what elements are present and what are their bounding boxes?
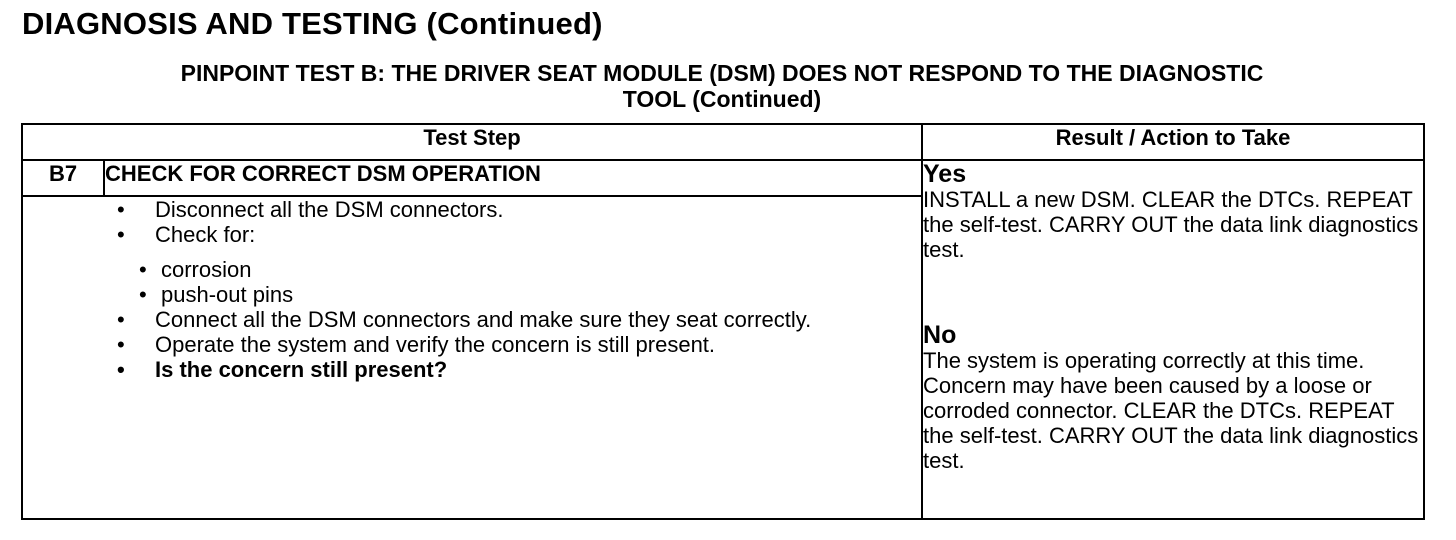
spacer [923, 262, 1423, 322]
yes-action-text: INSTALL a new DSM. CLEAR the DTCs. REPEAT the self-test. CARRY OUT the data link diagnostics test. [923, 187, 1419, 262]
page-title: DIAGNOSIS AND TESTING (Continued) [22, 6, 603, 41]
list-item [117, 222, 845, 307]
bullet-icon: • [139, 282, 147, 307]
table-header-row [22, 124, 1424, 160]
test-step-table [21, 123, 1425, 520]
bullet-icon: • [117, 357, 125, 382]
check-for-sublist [139, 257, 845, 307]
step-id: B7 [22, 160, 104, 196]
no-action-text: The system is operating correctly at this time. Concern may have been caused by a loose or corroded connector. CLEAR the DTCs. REPEAT the self-test. CARRY OUT the data link diagnostics test. [923, 348, 1419, 473]
list-item [117, 197, 845, 222]
step-title: CHECK FOR CORRECT DSM OPERATION [104, 160, 922, 196]
yes-label: Yes [923, 160, 967, 188]
list-item [117, 332, 845, 357]
bullet-icon: • [139, 257, 147, 282]
table-row [22, 160, 1424, 196]
list-item [139, 282, 661, 307]
list-item [139, 257, 661, 282]
list-item-text: push-out pins [161, 282, 294, 307]
pinpoint-test-title [22, 60, 1422, 112]
bullet-icon: • [117, 307, 125, 332]
bullet-icon: • [117, 222, 125, 247]
list-item-text: corrosion [161, 257, 252, 282]
list-item-text: Is the concern still present? [155, 357, 448, 382]
bullet-icon: • [117, 197, 125, 222]
step-instructions-cell [22, 196, 922, 519]
column-header-test-step: Test Step [22, 124, 922, 160]
result-cell [922, 160, 1424, 519]
pinpoint-test-title-line-2: TOOL (Continued) [622, 86, 822, 112]
list-item-text: Check for: [155, 222, 256, 247]
list-item [117, 307, 845, 332]
list-item-text: Connect all the DSM connectors and make sure they seat correctly. [155, 307, 812, 332]
list-item [117, 357, 845, 382]
step-bullet-list [23, 197, 921, 382]
list-item-text: Disconnect all the DSM connectors. [155, 197, 504, 222]
column-header-result: Result / Action to Take [922, 124, 1424, 160]
no-label: No [923, 321, 957, 349]
bullet-icon: • [117, 332, 125, 357]
list-item-text: Operate the system and verify the concern is still present. [155, 332, 716, 357]
pinpoint-test-title-line-1: PINPOINT TEST B: THE DRIVER SEAT MODULE (DSM) DOES NOT RESPOND TO THE DIAGNOSTIC [180, 60, 1264, 86]
